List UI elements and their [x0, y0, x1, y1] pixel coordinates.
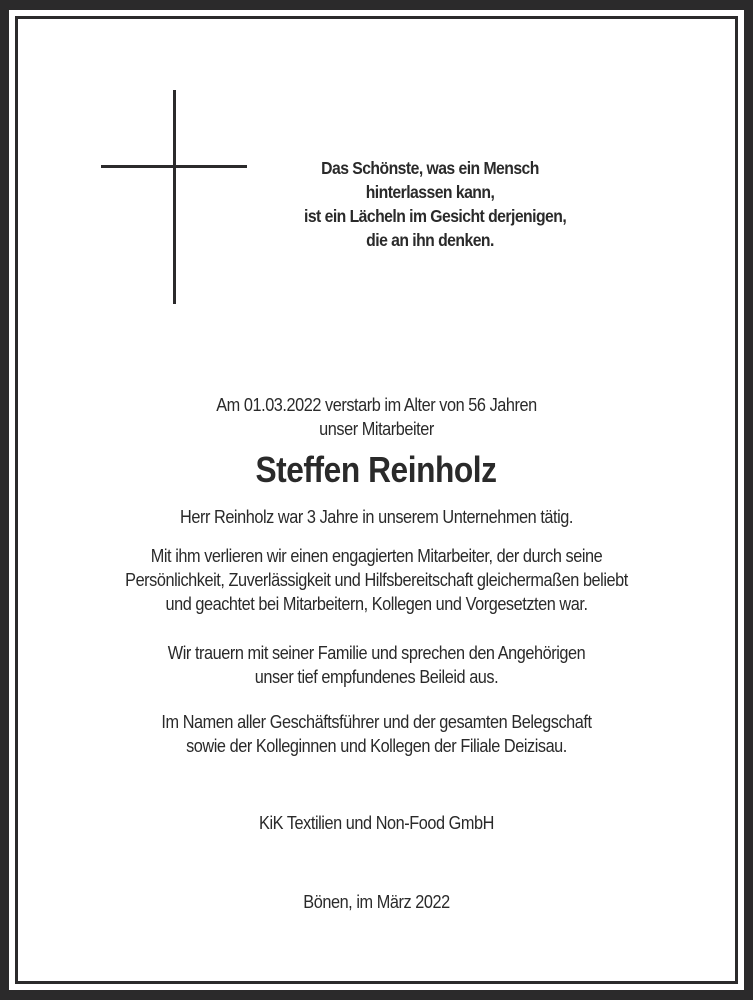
on-behalf-line: sowie der Kolleginnen und Kollegen der Filiale Deizisau.: [186, 735, 567, 756]
tribute-line: Persönlichkeit, Zuverlässigkeit und Hilfsbereitschaft gleichermaßen beliebt: [125, 569, 628, 590]
on-behalf-paragraph: [40, 710, 713, 758]
quote-line: ist ein Lächeln im Gesicht derjenigen,: [304, 206, 567, 226]
quote-line: hinterlassen kann,: [365, 182, 495, 202]
on-behalf-line: Im Namen aller Geschäftsführer und der gesamten Belegschaft: [161, 711, 592, 732]
tribute-line: Mit ihm verlieren wir einen engagierten Mitarbeiter, der durch seine: [150, 545, 603, 566]
deceased-name-text: Steffen Reinholz: [255, 449, 498, 490]
death-announcement: [40, 393, 713, 441]
place-date: [40, 890, 713, 914]
company-signature: [40, 811, 713, 835]
tenure-statement: [40, 505, 713, 529]
cross-vertical-bar: [173, 90, 176, 304]
condolence-paragraph: [40, 641, 713, 689]
deceased-name: [40, 448, 713, 492]
condolence-line: Wir trauern mit seiner Familie und sprechen den Angehörigen: [167, 642, 586, 663]
company-name: KiK Textilien und Non-Food GmbH: [259, 812, 494, 833]
tenure-line: Herr Reinholz war 3 Jahre in unserem Unternehmen tätig.: [180, 506, 573, 527]
condolence-line: unser tief empfundenes Beileid aus.: [254, 666, 499, 687]
memorial-quote: [304, 156, 567, 252]
cross-horizontal-bar: [101, 165, 247, 168]
announcement-line: unser Mitarbeiter: [319, 418, 434, 439]
quote-line: Das Schönste, was ein Mensch: [321, 158, 539, 178]
place-date-text: Bönen, im März 2022: [303, 891, 450, 912]
quote-line: die an ihn denken.: [366, 230, 494, 250]
tribute-paragraph: [40, 544, 713, 616]
tribute-line: und geachtet bei Mitarbeitern, Kollegen und Vorgesetzten war.: [165, 593, 588, 614]
announcement-line: Am 01.03.2022 verstarb im Alter von 56 Jahren: [216, 394, 537, 415]
